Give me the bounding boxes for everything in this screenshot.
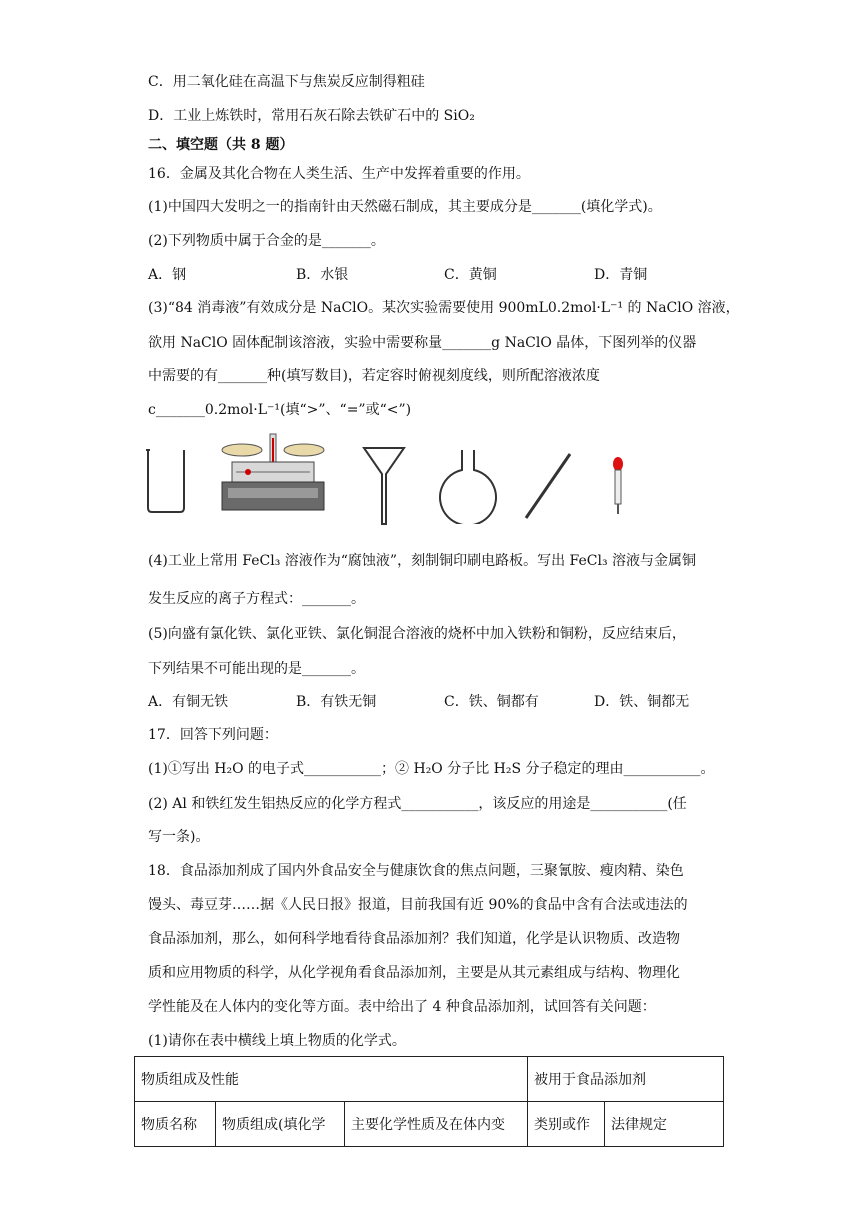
- q16-2-option-c: C．黄铜: [444, 267, 497, 283]
- additive-table: [134, 1056, 724, 1147]
- q16-part4-line2: 发生反应的离子方程式：_______。: [148, 591, 365, 607]
- funnel-icon: [362, 446, 406, 528]
- q16-part3-line2: 欲用 NaClO 固体配制该溶液，实验中需要称量_______g NaClO 晶体，下图列举的仪器: [148, 335, 697, 351]
- q16-part1: (1)中国四大发明之一的指南针由天然磁石制成，其主要成分是_______(填化学式)。: [148, 199, 662, 215]
- table-header-properties: 物质组成及性能: [135, 1057, 528, 1102]
- q16-part3-line4: c_______0.2mol·L⁻¹(填“>”、“=”或“<”): [148, 402, 412, 418]
- q16-part2: (2)下列物质中属于合金的是_______。: [148, 233, 385, 249]
- q16-part4-line1: (4)工业上常用 FeCl₃ 溶液作为“腐蚀液”，刻制铜印刷电路板。写出 FeCl₃ 溶液与金属铜: [148, 553, 697, 569]
- q18-part1: (1)请你在表中横线上填上物质的化学式。: [148, 1033, 406, 1049]
- q16-5-option-b: B．有铁无铜: [296, 694, 377, 710]
- balance-scale-icon: [218, 432, 328, 516]
- q16-5-option-c: C．铁、铜都有: [444, 694, 539, 710]
- table-col-category: 类别或作: [528, 1102, 605, 1147]
- question-17: 17．回答下列问题：: [148, 727, 278, 743]
- table-row: [135, 1057, 724, 1102]
- q17-part2-line2: 写一条)。: [148, 829, 210, 845]
- q16-part5-line1: (5)向盛有氯化铁、氯化亚铁、氯化铜混合溶液的烧杯中加入铁粉和铜粉，反应结束后，: [148, 626, 686, 642]
- table-header-usage: 被用于食品添加剂: [528, 1057, 724, 1102]
- q16-2-option-a: A．钢: [148, 267, 187, 283]
- glass-rod-icon: [520, 450, 576, 522]
- beaker-icon: [144, 440, 188, 516]
- round-flask-icon: [436, 448, 500, 524]
- q18-line3: 食品添加剂，那么，如何科学地看待食品添加剂？我们知道，化学是认识物质、改造物: [148, 931, 680, 947]
- table-col-law: 法律规定: [605, 1102, 724, 1147]
- q18-line2: 馒头、毒豆芽……据《人民日报》报道，目前我国有近 90%的食品中含有合法或违法的: [148, 897, 688, 913]
- dropper-icon: [608, 456, 628, 516]
- table-row: [135, 1102, 724, 1147]
- section-heading: 二、填空题（共 8 题）: [148, 137, 294, 153]
- question-16: 16．金属及其化合物在人类生活、生产中发挥着重要的作用。: [148, 166, 530, 182]
- option-d: D．工业上炼铁时，常用石灰石除去铁矿石中的 SiO₂: [148, 108, 475, 124]
- q18-line4: 质和应用物质的科学，从化学视角看食品添加剂，主要是从其元素组成与结构、物理化: [148, 965, 680, 981]
- q16-2-option-d: D．青铜: [594, 267, 648, 283]
- q16-part5-line2: 下列结果不可能出现的是_______。: [148, 661, 365, 677]
- q18-line1: 18．食品添加剂成了国内外食品安全与健康饮食的焦点问题，三聚氰胺、瘦肉精、染色: [148, 863, 684, 879]
- option-c: C．用二氧化硅在高温下与焦炭反应制得粗硅: [148, 74, 425, 90]
- table-col-properties: 主要化学性质及在体内变: [345, 1102, 528, 1147]
- q18-line5: 学性能及在人体内的变化等方面。表中给出了 4 种食品添加剂，试回答有关问题：: [148, 999, 656, 1015]
- q16-part3-line3: 中需要的有_______种(填写数目)，若定容时俯视刻度线，则所配溶液浓度: [148, 368, 600, 384]
- table-col-name: 物质名称: [135, 1102, 216, 1147]
- table-col-formula: 物质组成(填化学: [216, 1102, 345, 1147]
- q16-5-option-a: A．有铜无铁: [148, 694, 229, 710]
- q16-5-option-d: D．铁、铜都无: [594, 694, 690, 710]
- q16-2-option-b: B．水银: [296, 267, 349, 283]
- q16-part3-line1: (3)“84 消毒液”有效成分是 NaClO。某次实验需要使用 900mL0.2mol·L⁻¹ 的 NaClO 溶液，: [148, 300, 740, 316]
- q17-part2-line1: (2) Al 和铁红发生铝热反应的化学方程式___________，该反应的用途是___________(任: [148, 796, 687, 812]
- q17-part1: (1)①写出 H₂O 的电子式___________；② H₂O 分子比 H₂S 分子稳定的理由___________。: [148, 761, 715, 777]
